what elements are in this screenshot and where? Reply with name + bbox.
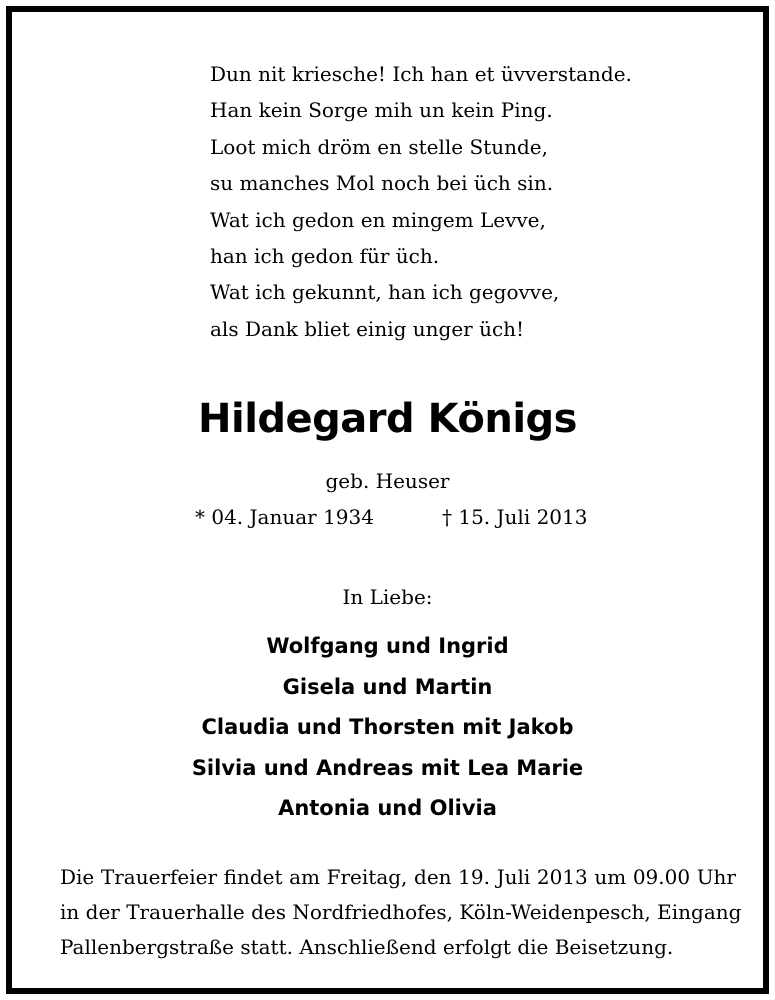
poem-line: Wat ich gekunnt, han ich gegovve,	[210, 280, 560, 305]
funeral-notice	[60, 860, 742, 965]
birth-date: * 04. Januar 1934	[195, 505, 374, 529]
poem-line: su manches Mol noch bei üch sin.	[210, 171, 554, 196]
mourner-entry: Claudia und Thorsten mit Jakob	[201, 715, 574, 739]
mourner-entry: Wolfgang und Ingrid	[266, 634, 509, 658]
notice-line: Die Trauerfeier findet am Freitag, den 19. Juli 2013 um 09.00 Uhr	[60, 865, 736, 889]
mourner-entry: Silvia und Andreas mit Lea Marie	[191, 755, 584, 780]
poem-line: Han kein Sorge mih un kein Ping.	[210, 98, 553, 123]
poem-line: Dun nit kriesche! Ich han et üvverstande.	[210, 62, 632, 86]
notice-line: in der Trauerhalle des Nordfriedhofes, Köln-Weidenpesch, Eingang	[60, 900, 742, 924]
poem-line: Loot mich dröm en stelle Stunde,	[210, 134, 548, 159]
mourners-list	[12, 626, 763, 829]
mourner-entry: Antonia und Olivia	[278, 796, 497, 820]
birth-name: geb. Heuser	[325, 469, 450, 493]
obituary-frame	[6, 6, 769, 994]
poem-line: han ich gedon für üch.	[210, 244, 440, 269]
mourner-entry: Gisela und Martin	[282, 674, 493, 699]
death-date: † 15. Juli 2013	[442, 505, 588, 529]
notice-line: Pallenbergstraße statt. Anschließend erfolgt die Beisetzung.	[60, 935, 674, 959]
poem-line: Wat ich gedon en mingem Levve,	[210, 207, 546, 232]
in-love-label: In Liebe:	[342, 585, 433, 609]
poem-line: als Dank bliet einig unger üch!	[210, 316, 525, 341]
deceased-name: Hildegard Königs	[198, 396, 577, 442]
poem	[210, 56, 670, 347]
